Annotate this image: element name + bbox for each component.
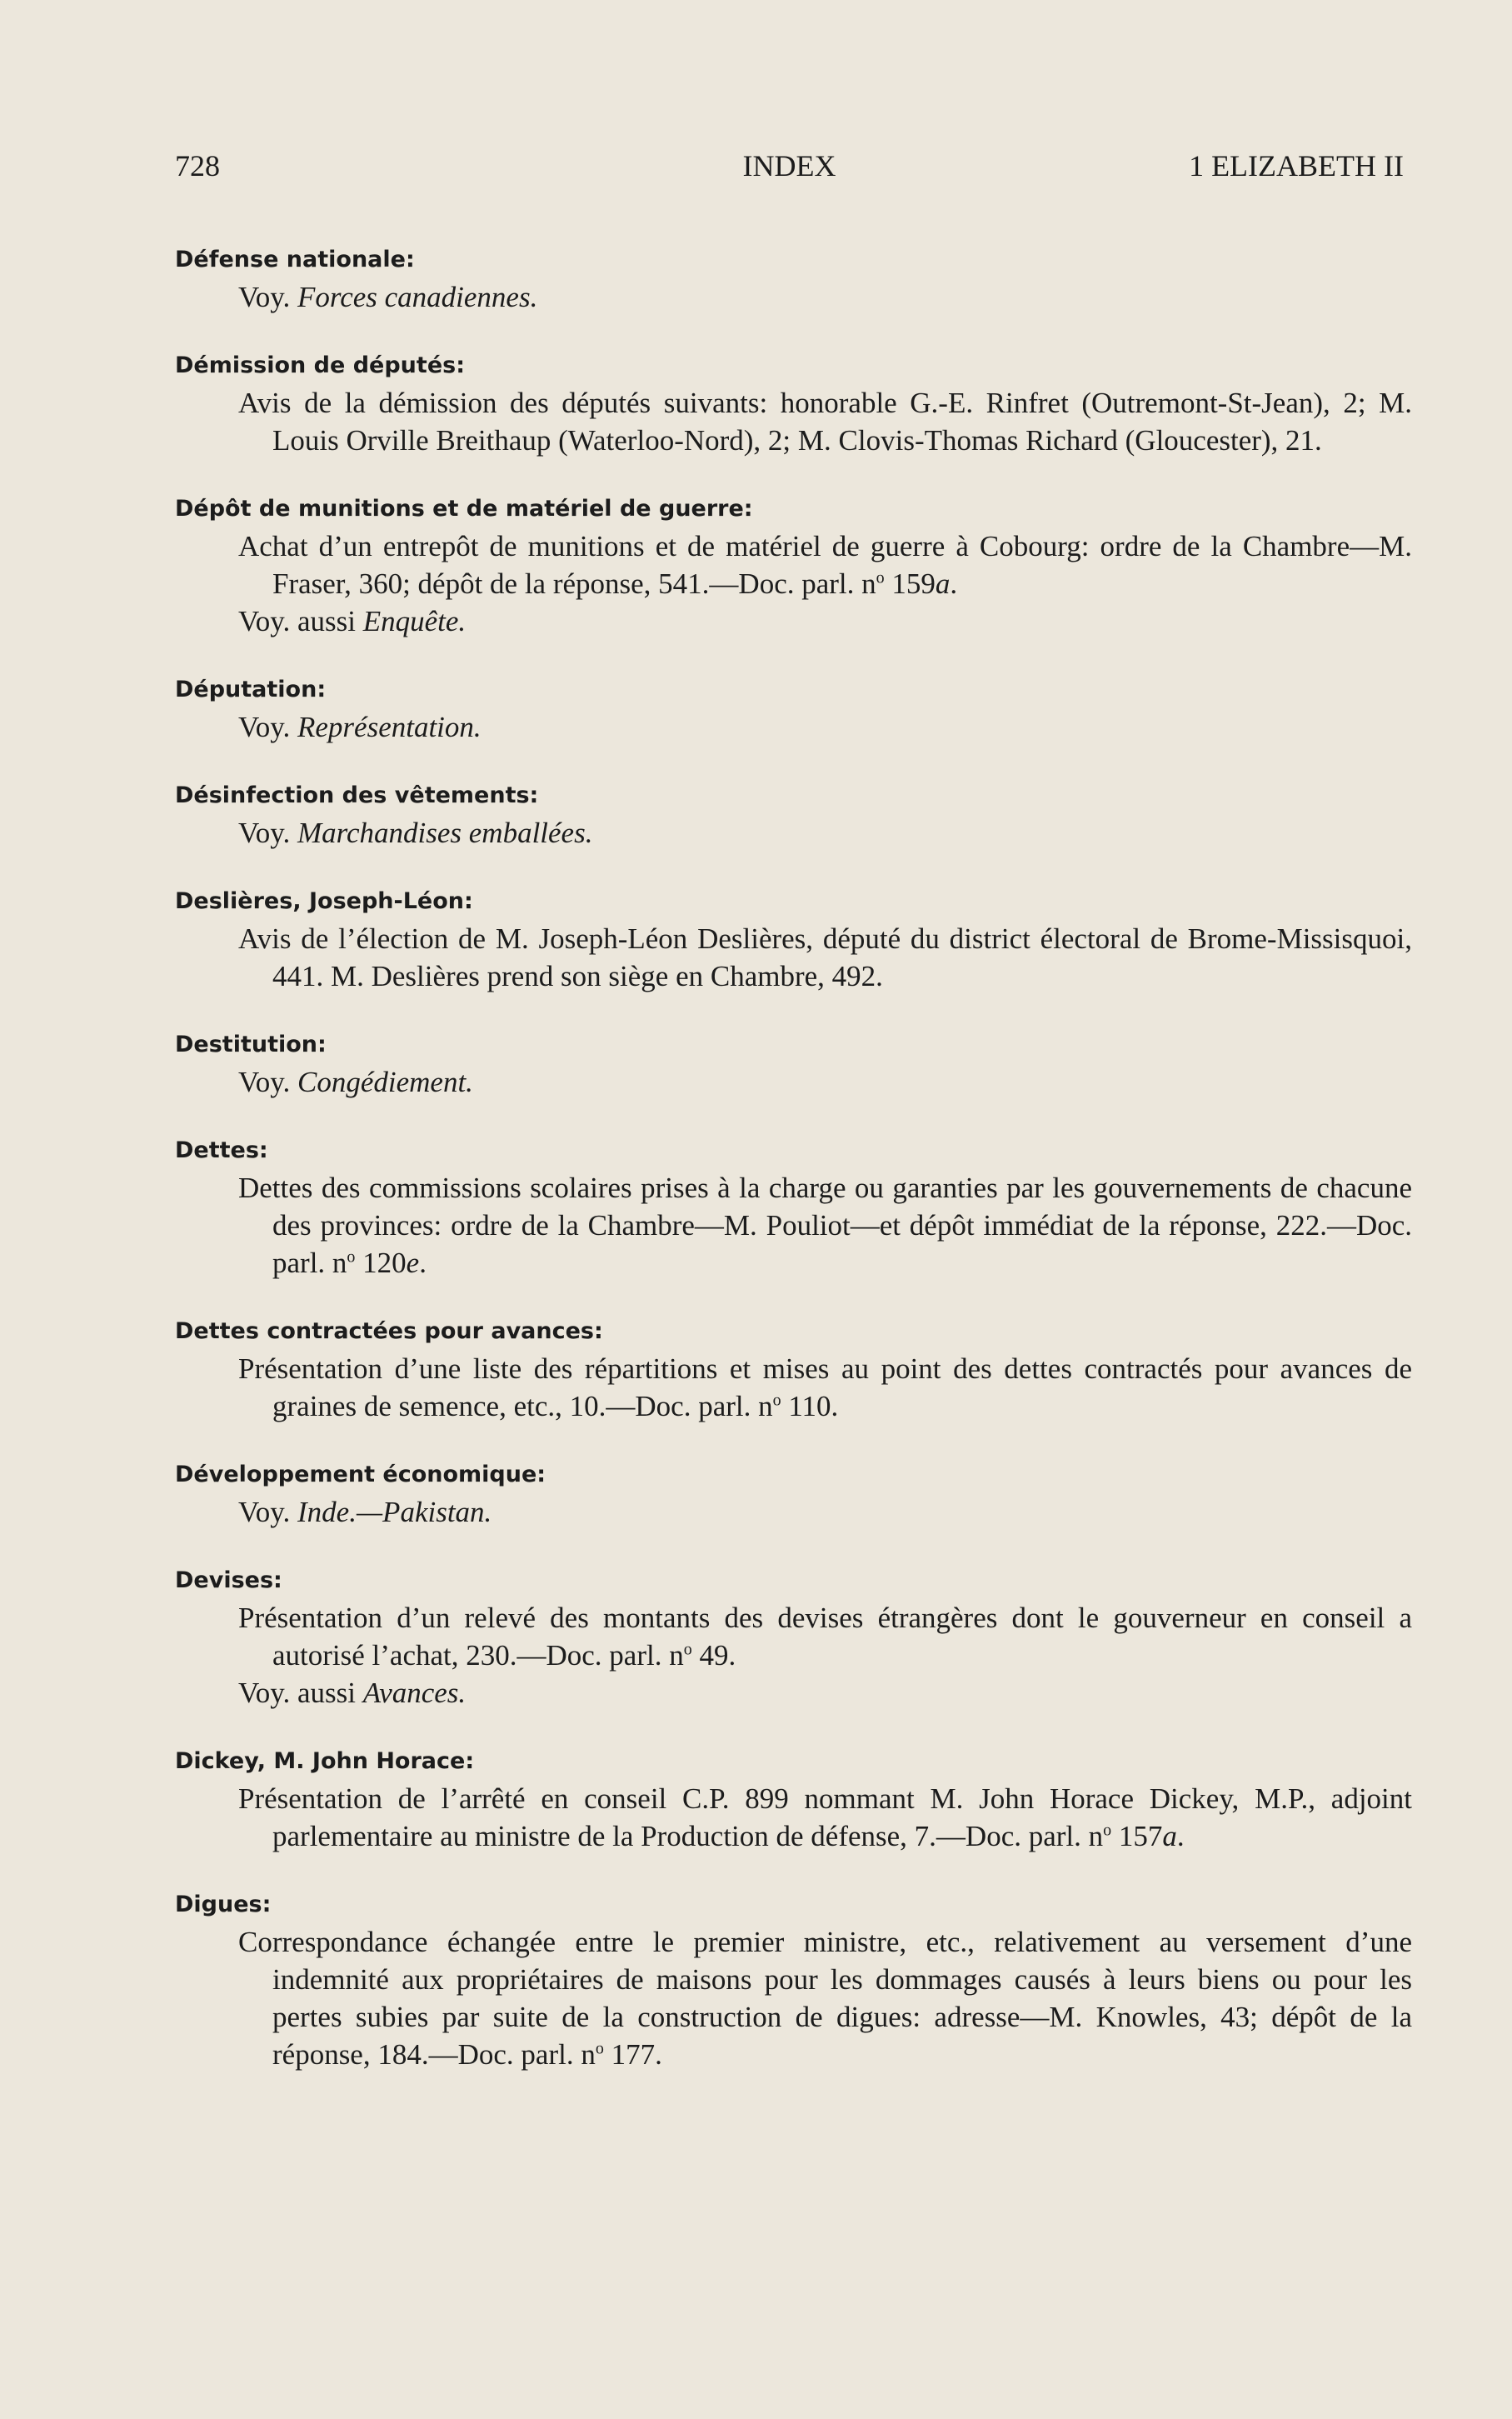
- entry-text: [175, 1493, 1412, 1531]
- entry-heading: Devises:: [175, 1567, 282, 1593]
- entry-text-ital: a: [935, 567, 951, 600]
- entry-text-sup: o: [772, 1391, 781, 1410]
- index-entry: [175, 243, 1412, 316]
- index-entry: [175, 673, 1412, 746]
- entry-text-post: .: [419, 1247, 427, 1279]
- entry-text-after-sup: 49.: [691, 1639, 736, 1672]
- index-entry: [175, 349, 1412, 459]
- entry-heading: Députation:: [175, 677, 327, 702]
- entry-text-ital: Forces canadiennes.: [297, 281, 538, 313]
- entry-text-pre: Avis de la démission des députés suivants: honorable G.-E. Rinfret (Outremont-St-Jean), 2; M. Louis Orville Breithaup (Waterloo-Nord), 2; M. Clovis-Thomas Richard (Gloucester), 21.: [238, 387, 1412, 457]
- entry-text: [175, 602, 1412, 640]
- page-title: INDEX: [742, 149, 836, 182]
- index-entry: [175, 1134, 1412, 1282]
- entry-text-pre: Présentation d’une liste des répartitions et mises au point des dettes contractés pour avances de graines de semence, etc., 10.—Doc. parl. n: [238, 1352, 1412, 1422]
- index-entry: [175, 1745, 1412, 1855]
- entry-text: [175, 1674, 1412, 1712]
- index-entries: [175, 243, 1412, 2107]
- index-entry: [175, 1458, 1412, 1531]
- entry-text: [175, 1923, 1412, 2073]
- entry-heading: Défense nationale:: [175, 247, 415, 272]
- entry-text: [175, 278, 1412, 316]
- entry-heading: Dickey, M. John Horace:: [175, 1748, 475, 1774]
- entry-text-sup: o: [347, 1247, 356, 1267]
- entry-heading: Deslières, Joseph-Léon:: [175, 888, 473, 914]
- entry-text-after-sup: 120: [355, 1247, 407, 1279]
- entry-text-pre: Avis de l’élection de M. Joseph-Léon Deslières, député du district électoral de Brome-Missisquoi, 441. M. Deslières prend son siège en Chambre, 492.: [238, 922, 1412, 992]
- entry-text-sup: o: [1103, 1821, 1112, 1840]
- entry-text-ital: Représentation.: [297, 711, 482, 743]
- entry-heading: Dettes:: [175, 1137, 268, 1163]
- entry-heading: Développement économique:: [175, 1462, 546, 1487]
- entry-text: [175, 1780, 1412, 1855]
- entry-text-ital: Enquête.: [362, 605, 467, 637]
- entry-text-post: .: [950, 567, 958, 600]
- entry-text: [175, 708, 1412, 746]
- entry-heading: Désinfection des vêtements:: [175, 782, 539, 808]
- index-entry: [175, 492, 1412, 640]
- entry-heading: Démission de députés:: [175, 352, 465, 378]
- entry-text-ital: Avances.: [362, 1677, 467, 1709]
- entry-text-sup: o: [876, 568, 885, 587]
- entry-text-after-sup: 177.: [603, 2038, 662, 2071]
- index-entry: [175, 1888, 1412, 2073]
- entry-text-after-sup: 110.: [781, 1390, 839, 1422]
- entry-text-pre: Achat d’un entrepôt de munitions et de matériel de guerre à Cobourg: ordre de la Chambre—M. Fraser, 360; dépôt de la réponse, 541.—Doc. parl. n: [238, 530, 1412, 600]
- entry-text-post: .: [1176, 1820, 1185, 1852]
- index-entry: [175, 1315, 1412, 1425]
- entry-text-after-sup: 157: [1111, 1820, 1163, 1852]
- running-head: [175, 148, 1404, 188]
- entry-heading: Dettes contractées pour avances:: [175, 1318, 603, 1344]
- entry-text: [175, 814, 1412, 852]
- entry-text-pre: Présentation de l’arrêté en conseil C.P. 899 nommant M. John Horace Dickey, M.P., adjoint parlementaire au ministre de la Production de défense, 7.—Doc. parl. n: [238, 1782, 1412, 1852]
- index-entry: [175, 885, 1412, 995]
- entry-text: [175, 1063, 1412, 1101]
- entry-text-sup: o: [683, 1640, 692, 1659]
- entry-text-pre: Voy. aussi: [238, 605, 363, 637]
- entry-text: [175, 920, 1412, 995]
- entry-text: [175, 527, 1412, 602]
- index-entry: [175, 779, 1412, 852]
- index-entry: [175, 1028, 1412, 1101]
- entry-heading: Dépôt de munitions et de matériel de guerre:: [175, 496, 753, 522]
- entry-text-ital: Inde.—Pakistan.: [297, 1496, 492, 1528]
- page-number: 728: [175, 149, 220, 182]
- entry-heading: Destitution:: [175, 1032, 327, 1057]
- entry-text: [175, 1169, 1412, 1282]
- entry-text-pre: Voy.: [238, 281, 297, 313]
- entry-text-ital: Marchandises emballées.: [297, 817, 593, 849]
- entry-text: [175, 1350, 1412, 1425]
- entry-text-ital: a: [1162, 1820, 1177, 1852]
- entry-text-after-sup: 159: [884, 567, 936, 600]
- entry-text-ital: Congédiement.: [297, 1066, 473, 1098]
- entry-text-pre: Voy.: [238, 711, 297, 743]
- entry-text-pre: Voy. aussi: [238, 1677, 363, 1709]
- entry-text-pre: Présentation d’un relevé des montants des devises étrangères dont le gouverneur en conseil a autorisé l’achat, 230.—Doc. parl. n: [238, 1602, 1412, 1672]
- entry-text-pre: Voy.: [238, 1496, 297, 1528]
- entry-heading: Digues:: [175, 1892, 272, 1917]
- index-entry: [175, 1564, 1412, 1712]
- entry-text-ital: e: [406, 1247, 420, 1279]
- entry-text-sup: o: [595, 2039, 604, 2058]
- entry-text: [175, 1599, 1412, 1674]
- entry-text: [175, 384, 1412, 459]
- reign-label: 1 ELIZABETH II: [1189, 149, 1404, 182]
- entry-text-pre: Voy.: [238, 817, 297, 849]
- entry-text-pre: Dettes des commissions scolaires prises à la charge ou garanties par les gouvernements de chacune des provinces: ordre de la Chambre—M. Pouliot—et dépôt immédiat de la réponse, 222.—Doc. parl. n: [238, 1172, 1412, 1279]
- entry-text-pre: Correspondance échangée entre le premier ministre, etc., relativement au versement d’une indemnité aux propriétaires de maisons pour les dommages causés à leurs biens ou pour les pertes subies par suite de la construction de digues: adresse—M. Knowles, 43; dépôt de la réponse, 184.—Doc. parl. n: [238, 1926, 1412, 2071]
- entry-text-pre: Voy.: [238, 1066, 297, 1098]
